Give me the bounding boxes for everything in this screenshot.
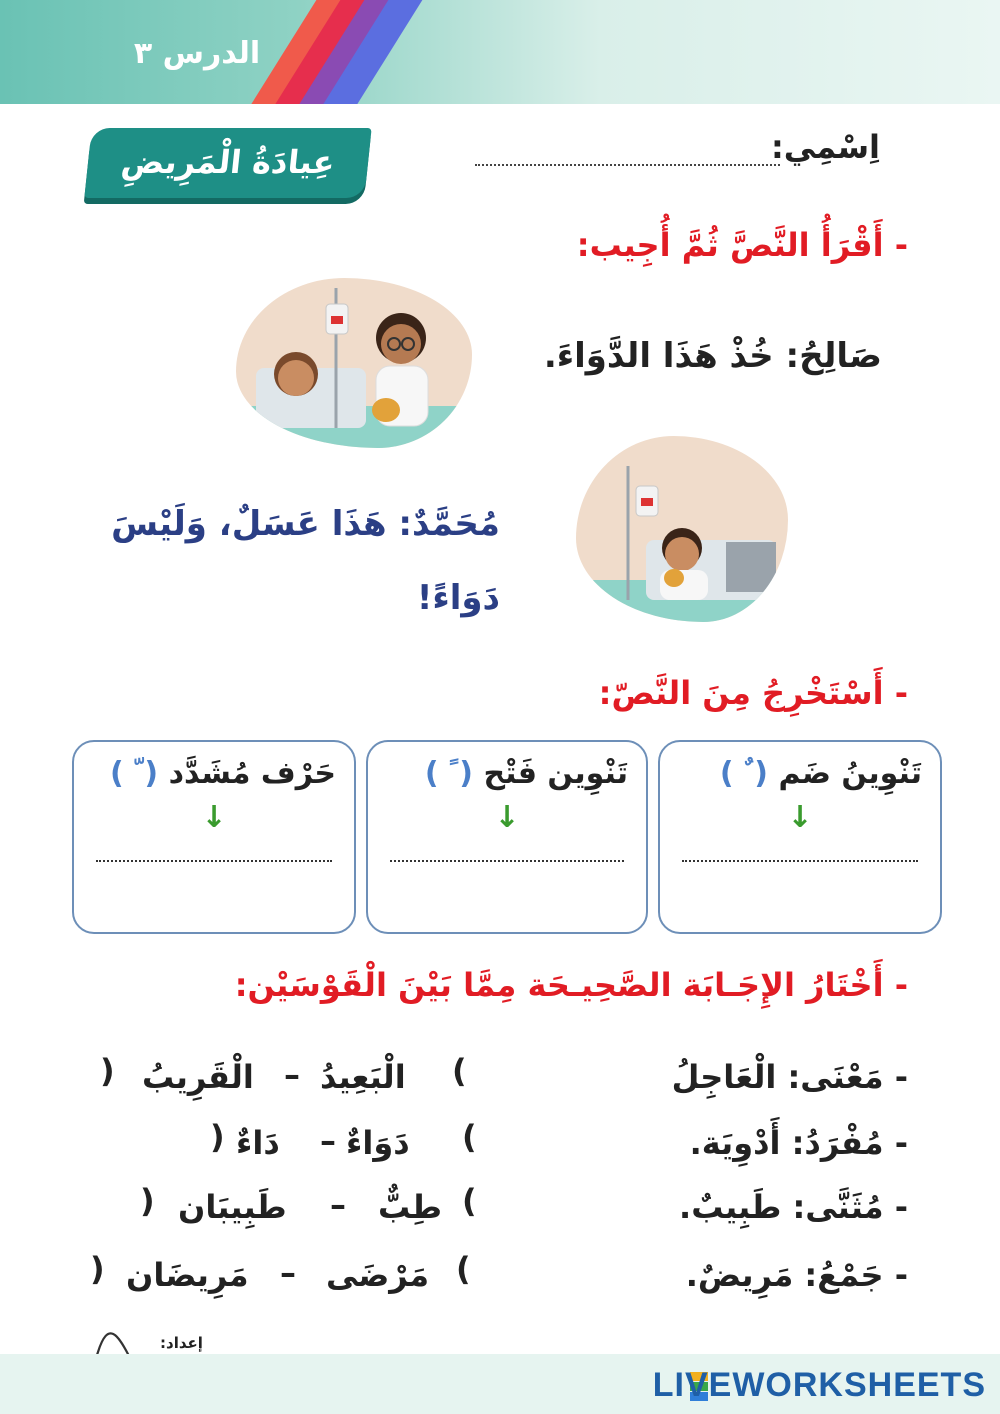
choice-4b[interactable]: مَرِيضَان bbox=[126, 1256, 249, 1294]
open-paren: ( bbox=[456, 1250, 471, 1288]
open-paren: ( bbox=[452, 1052, 467, 1090]
choice-dash: – bbox=[284, 1056, 300, 1094]
illustration-patient bbox=[576, 436, 788, 622]
open-paren: ( bbox=[462, 1118, 477, 1156]
choice-3b[interactable]: طَبِيبَان bbox=[178, 1188, 287, 1226]
open-paren: ( bbox=[462, 1182, 477, 1220]
choice-2a[interactable]: دَوَاءٌ bbox=[346, 1124, 410, 1162]
dialog-line-mohammed-1: مُحَمَّدٌ: هَذَا عَسَلٌ، وَلَيْسَ bbox=[111, 504, 500, 544]
choice-2b[interactable]: دَاءٌ bbox=[236, 1124, 280, 1162]
worksheet-title: عِيادَةُ الْمَرِيضِ bbox=[84, 128, 371, 198]
close-paren: ) bbox=[90, 1250, 105, 1288]
question-1: - مَعْنَى: الْعَاجِلُ bbox=[671, 1058, 908, 1096]
section1-title: - أَقْرَأُ النَّصَّ ثُمَّ أُجِيب: bbox=[576, 226, 908, 264]
name-label: اِسْمِي: bbox=[770, 128, 880, 166]
choice-dash: – bbox=[320, 1122, 336, 1160]
illustration-visit bbox=[236, 278, 472, 448]
section3-title: - أَخْتَارُ الإِجَـابَة الصَّحِيـحَة مِمَّا بَيْنَ الْقَوْسَيْن: bbox=[234, 966, 908, 1004]
choice-dash: – bbox=[280, 1254, 296, 1292]
down-arrow-icon: ↓ bbox=[201, 800, 227, 835]
close-paren: ) bbox=[140, 1182, 155, 1220]
close-paren: ) bbox=[210, 1118, 225, 1156]
card-tanween-fath bbox=[366, 740, 648, 934]
liveworksheets-brand[interactable]: LIVEWORKSHEETS bbox=[652, 1366, 986, 1404]
section2-title: - أَسْتَخْرِجُ مِنَ النَّصّ: bbox=[598, 674, 908, 712]
card-shadda bbox=[72, 740, 356, 934]
down-arrow-icon: ↓ bbox=[787, 800, 813, 835]
choice-1b[interactable]: الْقَرِيبُ bbox=[142, 1058, 254, 1096]
question-3: - مُثَنَّى: طَبِيبٌ. bbox=[679, 1188, 908, 1226]
card-label-tanween-fath: تَنْوِين فَتْح ( ً ) bbox=[424, 756, 628, 791]
question-4: - جَمْعُ: مَرِيضٌ. bbox=[685, 1256, 908, 1294]
dialog-line-saleh: صَالِحُ: خُذْ هَذَا الدَّوَاءَ. bbox=[543, 336, 882, 376]
choice-1a[interactable]: الْبَعِيدُ bbox=[320, 1058, 406, 1096]
answer-line-shadda[interactable] bbox=[96, 860, 332, 862]
lesson-number: الدرس ٣ bbox=[133, 36, 261, 71]
card-label-tanween-damm: تَنْوِينُ ضَم ( ٌ ) bbox=[719, 756, 922, 791]
choice-3a[interactable]: طِبٌّ bbox=[378, 1188, 443, 1226]
choice-4a[interactable]: مَرْضَى bbox=[326, 1256, 430, 1294]
credit-label: إعداد: bbox=[160, 1334, 203, 1352]
name-input-line[interactable] bbox=[475, 132, 780, 166]
card-tanween-damm bbox=[658, 740, 942, 934]
card-label-shadda: حَرْف مُشَدَّد ( ّ ) bbox=[110, 756, 336, 791]
dialog-line-mohammed-2: دَوَاءً! bbox=[416, 578, 500, 618]
answer-line-tanween-fath[interactable] bbox=[390, 860, 624, 862]
close-paren: ) bbox=[100, 1052, 115, 1090]
choice-dash: – bbox=[330, 1186, 346, 1224]
down-arrow-icon: ↓ bbox=[494, 800, 520, 835]
answer-line-tanween-damm[interactable] bbox=[682, 860, 918, 862]
question-2: - مُفْرَدُ: أَدْوِيَة. bbox=[689, 1124, 908, 1162]
